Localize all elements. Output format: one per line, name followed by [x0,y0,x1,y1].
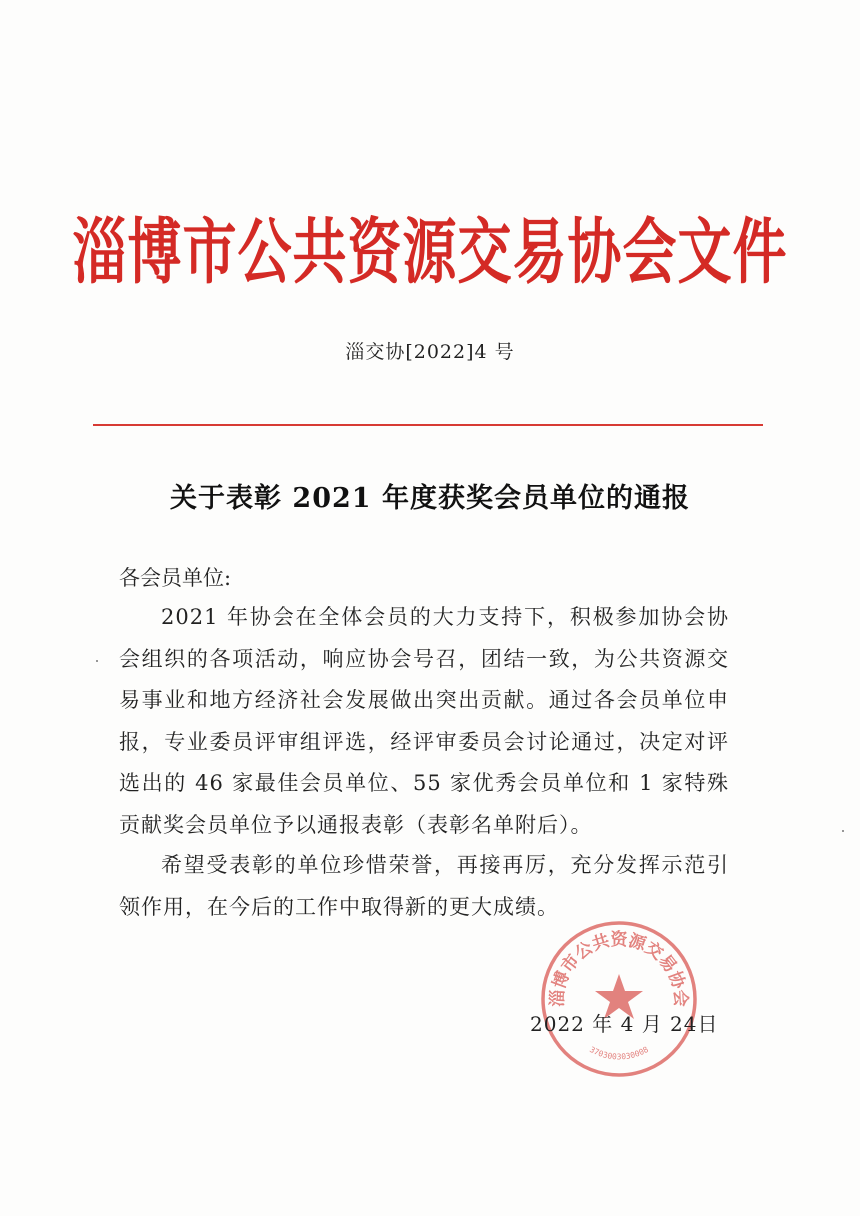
salutation: 各会员单位: [119,566,232,590]
body-paragraph-2: 希望受表彰的单位珍惜荣誉，再接再厉，充分发挥示范引领作用，在今后的工作中取得新的更大成绩。 [119,853,729,919]
document-number: 淄交协[2022]4 号 [345,341,515,363]
seal-serial: 3703003030008 [588,1044,650,1062]
red-divider-rule [93,424,763,426]
notice-title: 关于表彰 2021 年度获奖会员单位的通报 [170,483,690,514]
seal-text: 淄博市公共资源交易协会 [547,930,691,1008]
official-seal [538,918,700,1080]
masthead-title: 淄博市公共资源交易协会文件 [72,210,788,294]
body-paragraph-1: 2021 年协会在全体会员的大力支持下，积极参加协会协会组织的各项活动，响应协会号召，团结一致，为公共资源交易事业和地方经济社会发展做出突出贡献。通过各会员单位申报，专业委员评审组评选，经评审委员会讨论通过，决定对评选出的 46 家最佳会员单位、55 家优秀会员单位和 1 家特殊贡献奖会员单位予以通报表彰（表彰名单附后）。 [119,605,729,837]
issue-date: 2022 年 4 月 24日 [530,1012,719,1036]
scan-speck [96,660,98,662]
scan-speck [842,830,844,832]
